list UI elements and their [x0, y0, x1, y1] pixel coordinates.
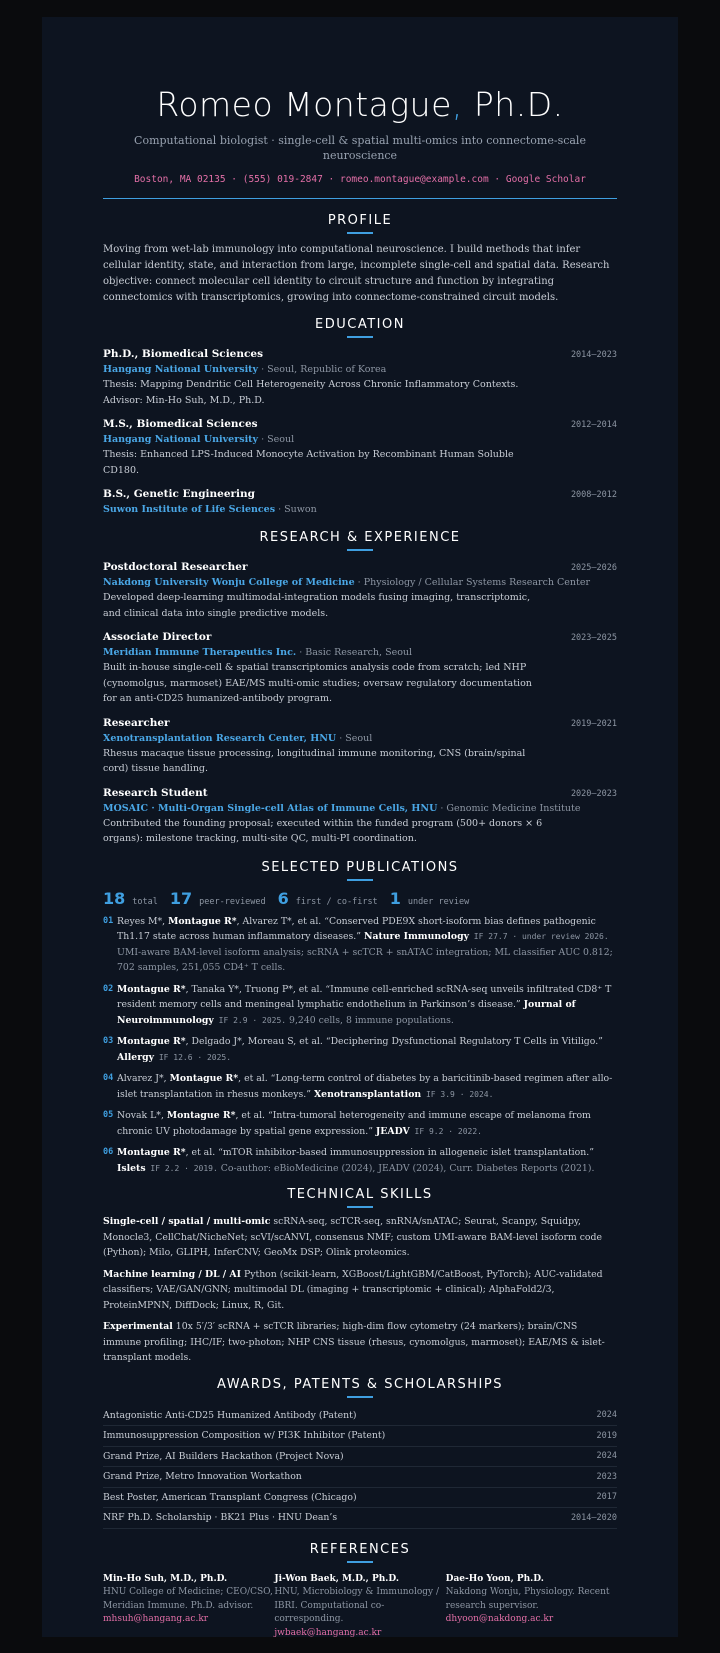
- institution-name[interactable]: Hangang National University: [103, 364, 259, 375]
- reference-description: HNU College of Medicine; CEO/CSO, Meridian Immune. Ph.D. advisor.: [103, 1587, 273, 1611]
- header-divider: [103, 198, 617, 199]
- award-row: [103, 1488, 617, 1509]
- publication-item: [103, 1145, 617, 1176]
- award-year: 2024: [596, 1410, 617, 1421]
- section-title-publications: SELECTED PUBLICATIONS: [261, 859, 459, 875]
- education-entry: [103, 486, 617, 517]
- journal-name: Journal of Neuroimmunology: [117, 999, 576, 1026]
- author-self: Montague R*: [117, 1147, 186, 1158]
- award-year: 2023: [596, 1471, 617, 1482]
- institution-line: [103, 362, 617, 377]
- award-row: [103, 1467, 617, 1488]
- entry-description: Developed deep-learning multimodal-integration models fusing imaging, transcriptomic, and clinical data into single predictive models.: [103, 592, 531, 619]
- reference-card: [446, 1573, 617, 1641]
- reference-name: Min-Ho Suh, M.D., Ph.D.: [103, 1573, 228, 1584]
- award-name: Grand Prize, Metro Innovation Workathon: [103, 1471, 302, 1483]
- publication-citation: [117, 982, 617, 1029]
- name-suffix: Ph.D.: [462, 85, 564, 124]
- section-underline: [347, 336, 373, 338]
- entry-header: [103, 629, 617, 645]
- tagline: Computational biologist · single-cell & spatial multi-omics into connectome-scale neuroscience: [134, 134, 586, 162]
- section-title-profile: PROFILE: [327, 213, 393, 228]
- publication-number: 05: [103, 1110, 114, 1120]
- award-year: 2019: [596, 1430, 617, 1441]
- publication-item: [103, 1108, 617, 1139]
- references-list: [103, 1573, 617, 1641]
- section-title-references: REFERENCES: [309, 1541, 411, 1557]
- skills-list: [103, 1214, 617, 1366]
- name-text: Romeo Montague: [156, 85, 452, 124]
- institution-location: · Seoul, Republic of Korea: [258, 364, 387, 375]
- publication-citation: [117, 914, 617, 976]
- entry-header: [103, 715, 617, 731]
- coauthors-before: Novak L*,: [117, 1110, 167, 1121]
- experience-list: [103, 559, 617, 847]
- institution-name[interactable]: Hangang National University: [103, 434, 259, 445]
- publication-note: Co-author: eBioMedicine (2024), JEADV (2024), Curr. Diabetes Reports (2021).: [217, 1162, 595, 1174]
- organization-unit: · Seoul: [336, 732, 373, 744]
- award-year: 2014–2020: [570, 1512, 617, 1523]
- reference-email[interactable]: jwbaek@hangang.ac.kr: [274, 1627, 382, 1638]
- stat-number: 17: [169, 888, 193, 908]
- stat-number: 1: [389, 888, 401, 908]
- publication-number: 03: [103, 1036, 114, 1046]
- stat-label: peer-reviewed: [199, 896, 266, 907]
- author-self: Montague R*: [166, 1110, 236, 1121]
- entry-header: [103, 559, 617, 575]
- contact-line[interactable]: Boston, MA 02135 · (555) 019-2847 · romeo.montague@example.com · Google Scholar: [134, 174, 586, 185]
- name-comma: ,: [451, 85, 463, 124]
- organization-unit: · Genomic Medicine Institute: [437, 802, 581, 814]
- organization-line: [103, 731, 617, 746]
- publication-note: 9,240 cells, 8 immune populations.: [286, 1014, 454, 1026]
- entry-description: Built in-house single-cell & spatial transcriptomics analysis code from scratch; led NHP (cynomolgus, marmoset) EAE/MS multi-omic studies; oversaw regulatory documentation for an anti-CD25 humanized-antibody program.: [103, 662, 532, 704]
- skill-category: Experimental: [103, 1321, 173, 1332]
- entry-dates: 2020–2023: [570, 788, 617, 799]
- skill-category: Machine learning / DL / AI: [103, 1268, 241, 1280]
- role-title: Researcher: [103, 716, 170, 729]
- section-underline: [347, 232, 373, 234]
- stat-label: first / co-first: [295, 896, 378, 907]
- experience-entry: [103, 629, 617, 707]
- publication-item: [103, 982, 617, 1029]
- entry-dates: 2019–2021: [570, 718, 617, 729]
- entry-description: Contributed the founding proposal; executed within the funded program (500+ donors × 6 organs): milestone tracking, multi-site QC, multi-PI coordination.: [103, 817, 543, 844]
- reference-description: HNU, Microbiology & Immunology / IBRI. Computational co-corresponding.: [274, 1587, 439, 1624]
- entry-dates: 2014–2023: [570, 350, 617, 360]
- award-year: 2017: [596, 1492, 617, 1503]
- section-title-education: EDUCATION: [315, 317, 405, 332]
- section-underline: [347, 1206, 373, 1208]
- organization-name[interactable]: Meridian Immune Therapeutics Inc.: [103, 647, 297, 658]
- journal-name: Xenotransplantation: [313, 1088, 422, 1100]
- role-title: Associate Director: [103, 631, 212, 643]
- institution-line: [103, 432, 617, 447]
- degree-title: B.S., Genetic Engineering: [103, 488, 256, 500]
- education-list: [103, 346, 617, 517]
- degree-title: M.S., Biomedical Sciences: [103, 418, 258, 430]
- education-entry: [103, 416, 617, 478]
- impact-meta: IF 12.6 · 2025.: [154, 1052, 232, 1062]
- organization-name[interactable]: MOSAIC · Multi-Organ Single-cell Atlas of Immune Cells, HNU: [103, 802, 438, 814]
- citation-text: , Tanaka Y*, Truong P*, et al. “Immune cell-enriched scRNA-seq unveils infiltrated CD8⁺ T resident memory cells and meningeal lymphatic endothelium in Parkinson’s disease.”: [117, 983, 612, 1010]
- publication-number: 02: [103, 983, 114, 994]
- education-entry: [103, 346, 617, 408]
- publication-number: 06: [103, 1147, 114, 1157]
- entry-description: Rhesus macaque tissue processing, longitudinal immune monitoring, CNS (brain/spinal cord) tissue handling.: [103, 747, 526, 774]
- award-name: Best Poster, American Transplant Congress (Chicago): [103, 1491, 357, 1503]
- impact-meta: IF 2.2 · 2019.: [145, 1163, 218, 1173]
- organization-line: [103, 575, 617, 590]
- reference-description: Nakdong Wonju, Physiology. Recent research supervisor.: [445, 1587, 610, 1611]
- impact-meta: IF 2.9 · 2025.: [213, 1015, 287, 1025]
- publication-number: 01: [103, 915, 114, 926]
- entry-dates: 2012–2014: [570, 420, 617, 430]
- reference-card: [274, 1573, 445, 1641]
- citation-text: , Delgado J*, Moreau S, et al. “Deciphering Dysfunctional Regulatory T Cells in Vitiligo.”: [185, 1036, 603, 1047]
- publication-citation: [117, 1108, 617, 1139]
- degree-title: Ph.D., Biomedical Sciences: [103, 348, 263, 360]
- entry-description: Thesis: Enhanced LPS-Induced Monocyte Activation by Recombinant Human Soluble CD180.: [103, 449, 514, 476]
- award-name: Grand Prize, AI Builders Hackathon (Project Nova): [103, 1450, 344, 1462]
- role-title: Postdoctoral Researcher: [103, 561, 248, 573]
- journal-name: Islets: [117, 1162, 146, 1174]
- award-year: 2024: [596, 1451, 617, 1462]
- reference-name: Ji-Won Baek, M.D., Ph.D.: [274, 1573, 400, 1584]
- institution-line: [103, 502, 617, 517]
- publication-number: 04: [103, 1073, 114, 1083]
- author-self: Montague R*: [117, 983, 186, 995]
- entry-header: [103, 486, 617, 502]
- skill-list-text: scRNA-seq, scTCR-seq, snRNA/snATAC; Seurat, Scanpy, Squidpy, Monocle3, CellChat/NicheNet; scVI/scANVI, consensus NMF; custom UMI-aware BAM-level isoform code (Python); Milo, GLIPH, InferCNV; GeoMx DSP; Olink proteomics.: [103, 1216, 602, 1258]
- impact-meta: IF 3.9 · 2024.: [421, 1089, 494, 1099]
- award-row: [103, 1447, 617, 1468]
- skill-group: [103, 1267, 617, 1314]
- coauthors-before: Reyes M*,: [117, 915, 169, 927]
- entry-header: [103, 785, 617, 801]
- organization-name[interactable]: Xenotransplantation Research Center, HNU: [103, 732, 337, 744]
- stat-label: under review: [407, 896, 470, 907]
- reference-email[interactable]: dhyoon@nakdong.ac.kr: [445, 1614, 554, 1624]
- entry-description: Thesis: Mapping Dendritic Cell Heterogeneity Across Chronic Inflammatory Contexts. Advisor: Min-Ho Suh, M.D., Ph.D.: [103, 379, 519, 406]
- organization-line: [103, 645, 617, 660]
- publication-list: [103, 914, 617, 1177]
- award-row: [103, 1406, 617, 1427]
- section-title-experience: RESEARCH & EXPERIENCE: [259, 530, 461, 545]
- skill-group: [103, 1214, 617, 1261]
- skill-list-text: Python (scikit-learn, XGBoost/LightGBM/CatBoost, PyTorch); AUC-validated classifiers; VAE/GAN/GNN; multimodal DL (imaging + transcriptomic + clinical); AlphaFold2/3, ProteinMPNN, DiffDock; Linux, R, Git.: [103, 1268, 603, 1311]
- publication-citation: [117, 1145, 617, 1176]
- section-underline: [347, 1561, 373, 1563]
- role-title: Research Student: [103, 786, 208, 799]
- publication-citation: [117, 1034, 617, 1065]
- institution-name[interactable]: Suwon Institute of Life Sciences: [103, 504, 276, 515]
- candidate-name: [103, 85, 617, 125]
- stat-number: 6: [277, 888, 289, 908]
- publication-item: [103, 1034, 617, 1065]
- award-name: NRF Ph.D. Scholarship · BK21 Plus · HNU Dean’s: [103, 1512, 338, 1524]
- publication-stats: [103, 889, 617, 908]
- entry-dates: 2025–2026: [570, 563, 617, 573]
- section-title-awards: AWARDS, PATENTS & SCHOLARSHIPS: [217, 1376, 503, 1392]
- organization-line: [103, 801, 617, 816]
- section-title-skills: TECHNICAL SKILLS: [287, 1187, 433, 1202]
- resume-sheet: [42, 17, 678, 1637]
- entry-dates: 2023–2025: [570, 633, 617, 643]
- journal-name: Allergy: [117, 1051, 154, 1063]
- experience-entry: [103, 715, 617, 777]
- section-underline: [347, 1396, 373, 1398]
- award-row: [103, 1426, 617, 1447]
- impact-meta: IF 27.7 · under review 2026.: [468, 932, 609, 941]
- journal-name: JEADV: [375, 1125, 410, 1137]
- stat-number: 18: [103, 888, 126, 908]
- organization-name[interactable]: Nakdong University Wonju College of Medicine: [103, 577, 355, 588]
- profile-text: Moving from wet-lab immunology into computational neuroscience. I build methods that infer cellular identity, state, and interaction from large, incomplete single-cell and spatial data. Research objective: connect molecular cell identity to circuit structure and function by integrating connectomics with transcriptomics, growing into connectome-constrained circuit models.: [103, 244, 610, 303]
- citation-text: , et al. “Long-term control of diabetes by a baricitinib-based regimen after allo-islet transplantation in rhesus monkeys.”: [117, 1073, 613, 1100]
- award-row: [103, 1508, 617, 1529]
- citation-text: , et al. “mTOR inhibitor-based immunosuppression in allogeneic islet transplantation.”: [185, 1147, 594, 1158]
- publication-note: UMI-aware BAM-level isoform analysis; scRNA + scTCR + snATAC integration; ML classifier AUC 0.812; 702 samples, 251,055 CD4⁺ T cells.: [117, 946, 613, 973]
- reference-card: [103, 1573, 274, 1641]
- reference-email[interactable]: mhsuh@hangang.ac.kr: [103, 1614, 209, 1624]
- organization-unit: · Basic Research, Seoul: [296, 647, 413, 658]
- organization-unit: · Physiology / Cellular Systems Research Center: [354, 577, 591, 588]
- publication-citation: [117, 1071, 617, 1102]
- stat-label: total: [132, 896, 158, 907]
- author-self: Montague R*: [169, 1073, 239, 1084]
- section-underline: [347, 879, 373, 881]
- citation-text: , Alvarez T*, et al. “Conserved PDE9X short-isoform bias defines pathogenic Th1.17 state across human inflammatory diseases.”: [117, 915, 596, 942]
- skill-list-text: 10x 5′/3′ scRNA + scTCR libraries; high-dim flow cytometry (24 markers); brain/CNS immune profiling; IHC/IF; two-photon; NHP CNS tissue (rhesus, cynomolgus, marmoset); EAE/MS & islet-transplant models.: [103, 1321, 605, 1363]
- entry-dates: 2008–2012: [570, 490, 617, 500]
- coauthors-before: Alvarez J*,: [117, 1073, 170, 1084]
- citation-text: , et al. “Intra-tumoral heterogeneity and immune escape of melanoma from chronic UV photodamage by spatial gene expression.”: [117, 1110, 591, 1137]
- award-name: Immunosuppression Composition w/ PI3K Inhibitor (Patent): [103, 1430, 386, 1442]
- entry-header: [103, 346, 617, 362]
- author-self: Montague R*: [168, 915, 237, 927]
- journal-name: Nature Immunology: [363, 931, 469, 942]
- author-self: Montague R*: [117, 1036, 186, 1047]
- experience-entry: [103, 785, 617, 847]
- institution-location: · Suwon: [275, 504, 317, 515]
- awards-list: [103, 1406, 617, 1529]
- skill-category: Single-cell / spatial / multi-omic: [103, 1216, 271, 1227]
- experience-entry: [103, 559, 617, 621]
- entry-header: [103, 416, 617, 432]
- publication-item: [103, 914, 617, 976]
- institution-location: · Seoul: [258, 434, 295, 445]
- award-name: Antagonistic Anti-CD25 Humanized Antibody (Patent): [103, 1409, 357, 1421]
- reference-name: Dae-Ho Yoon, Ph.D.: [445, 1573, 544, 1584]
- skill-group: [103, 1319, 617, 1366]
- impact-meta: IF 9.2 · 2022.: [409, 1126, 482, 1136]
- publication-item: [103, 1071, 617, 1102]
- section-underline: [347, 549, 373, 551]
